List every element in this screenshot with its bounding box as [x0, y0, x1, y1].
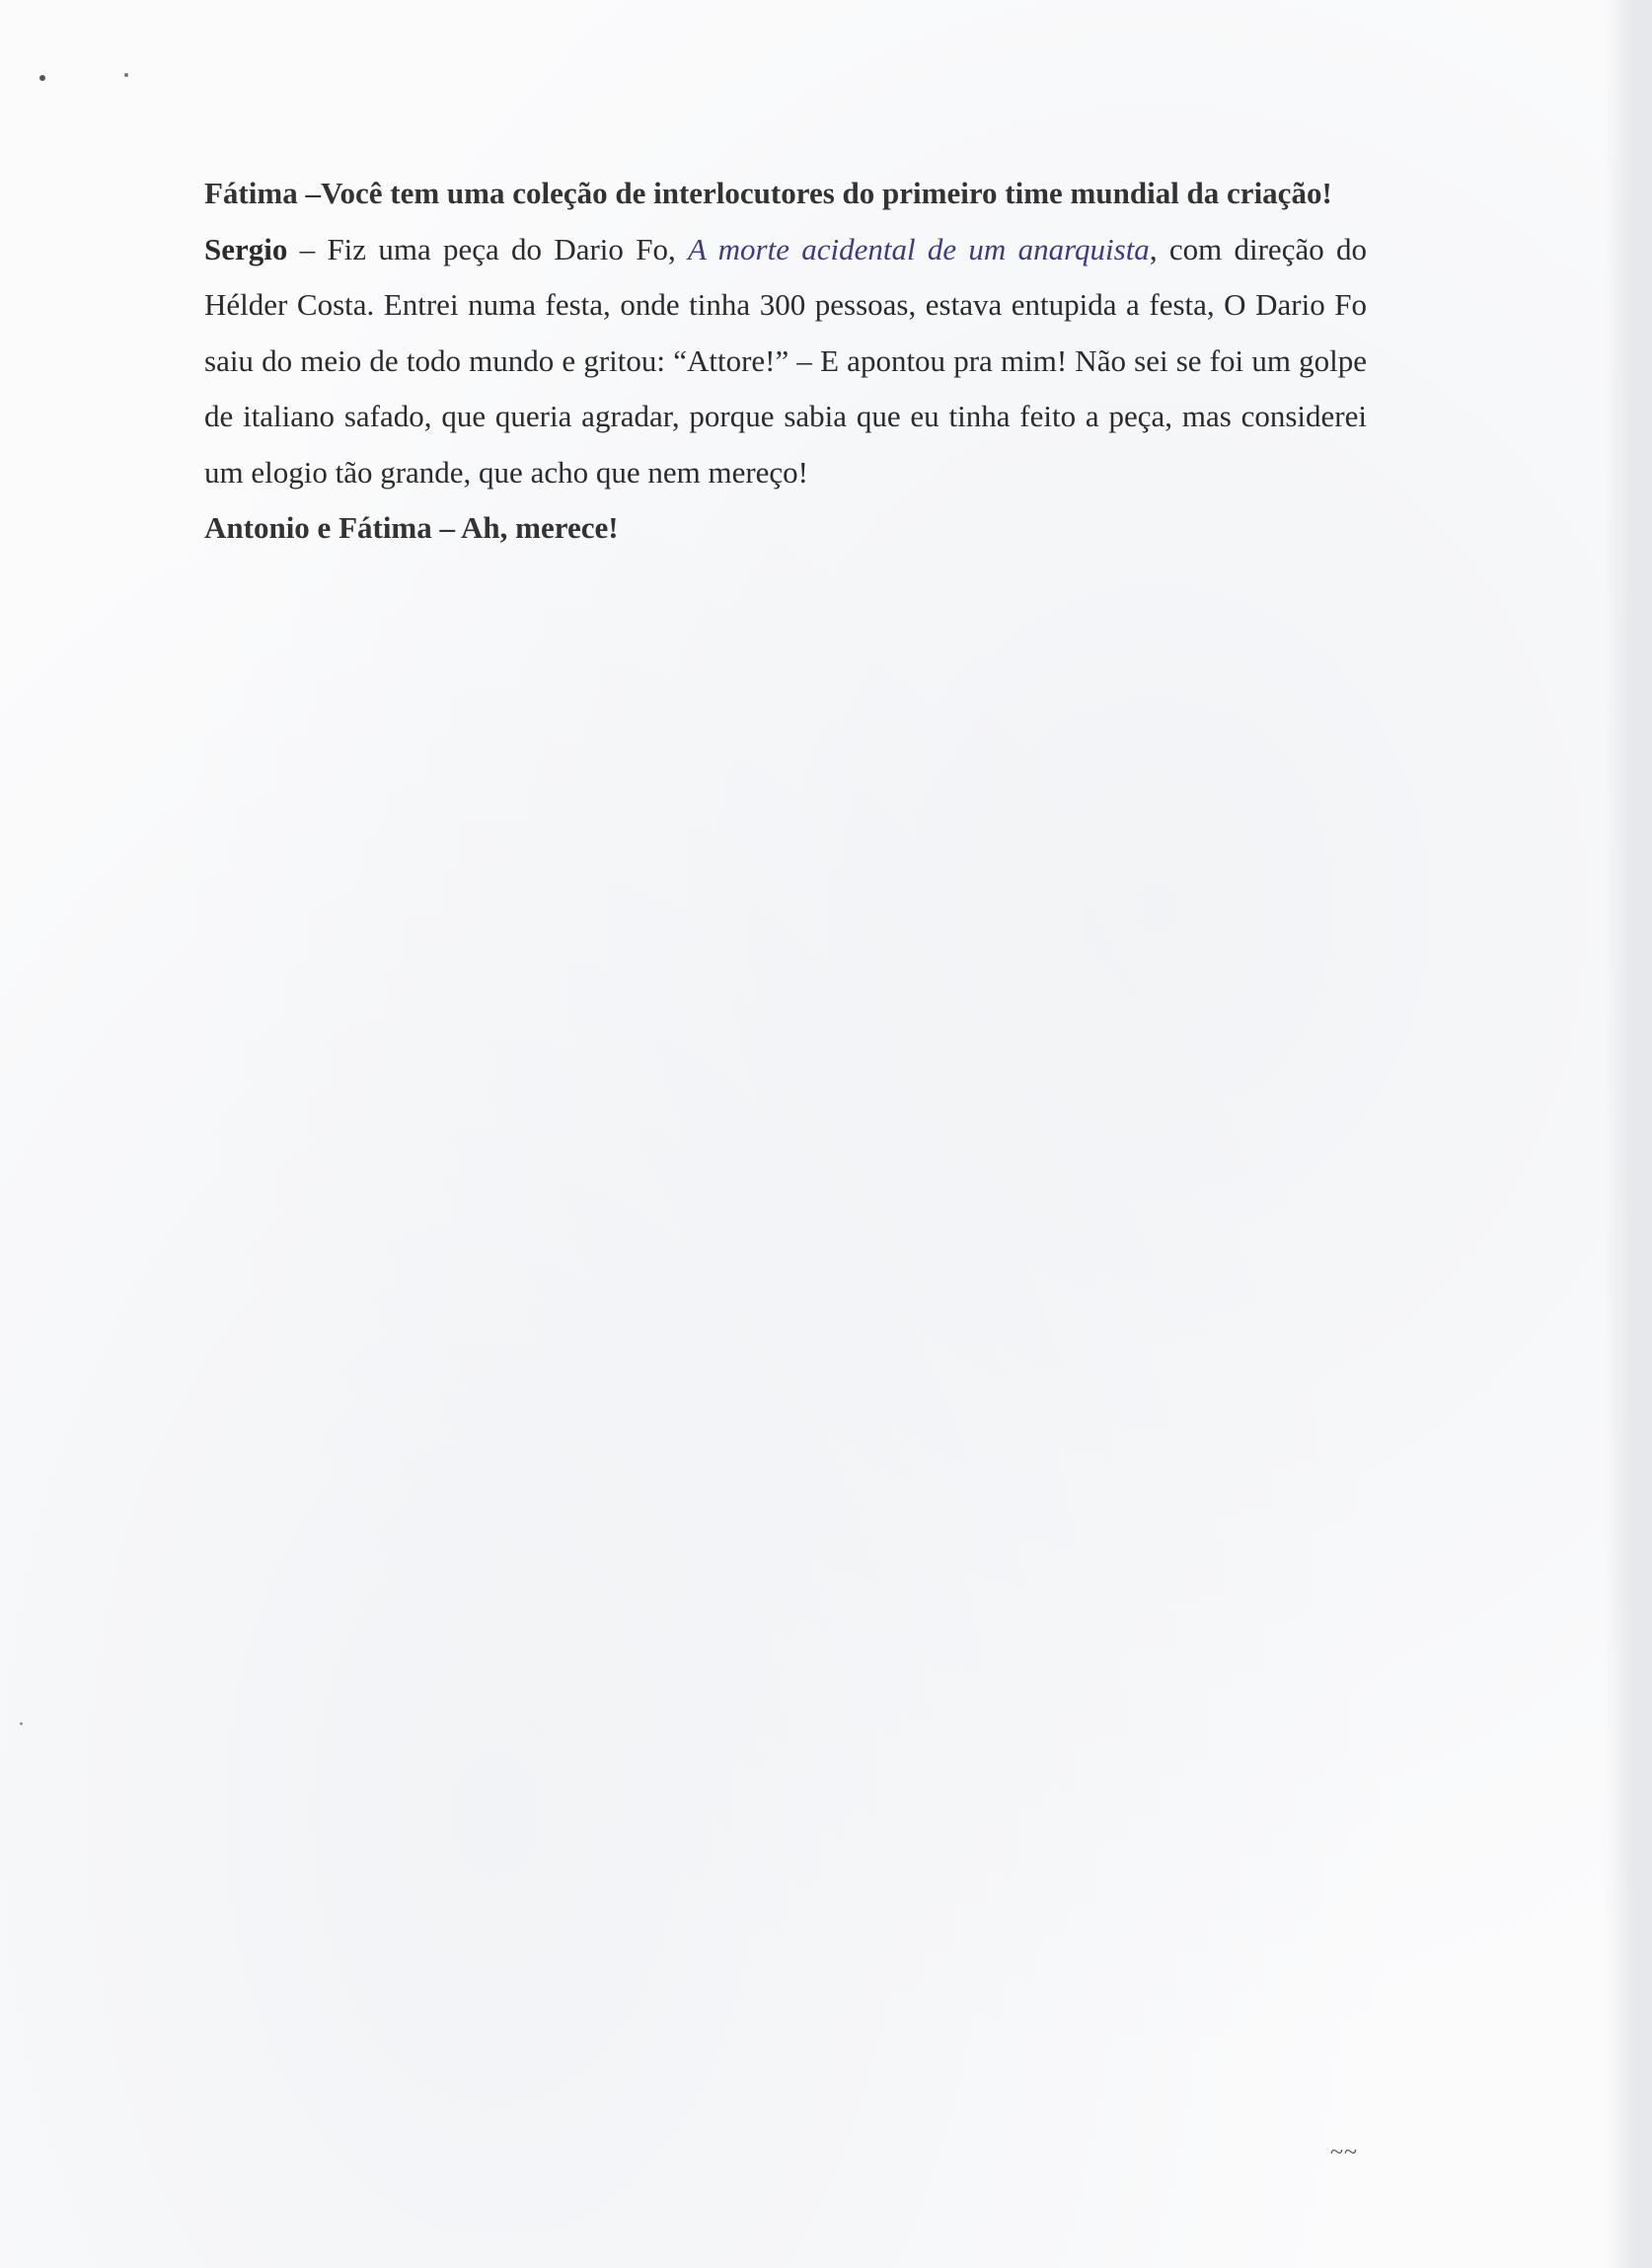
dialogue-line-sergio	[204, 222, 1367, 501]
play-title: A morte acidental de um anarquista	[687, 231, 1150, 266]
speaker-name: Sergio	[204, 231, 288, 266]
page-number: ~~	[1330, 2140, 1358, 2165]
dialogue-line-fatima: Fátima –Você tem uma coleção de interlocutores do primeiro time mundial da criação!	[204, 176, 1332, 210]
scan-speck	[124, 73, 128, 77]
interview-text	[204, 166, 1367, 557]
scan-speck	[39, 75, 45, 81]
dialogue-text: , com direção do Hélder Costa. Entrei numa festa, onde tinha 300 pessoas, estava entupida a festa, O Dario Fo saiu do meio de todo mundo e gritou: “Attore!” – E apontou pra mim! Não sei se foi um golpe de italiano safado, que queria agradar, porque sabia que eu tinha feito a peça, mas considerei um elogio tão grande, que acho que nem mereço!	[204, 231, 1367, 490]
page-edge-shadow	[1605, 0, 1652, 2268]
dialogue-line-antonio-fatima: Antonio e Fátima – Ah, merece!	[204, 510, 619, 545]
scan-speck	[20, 1722, 23, 1725]
dialogue-text: – Fiz uma peça do Dario Fo,	[287, 231, 688, 266]
